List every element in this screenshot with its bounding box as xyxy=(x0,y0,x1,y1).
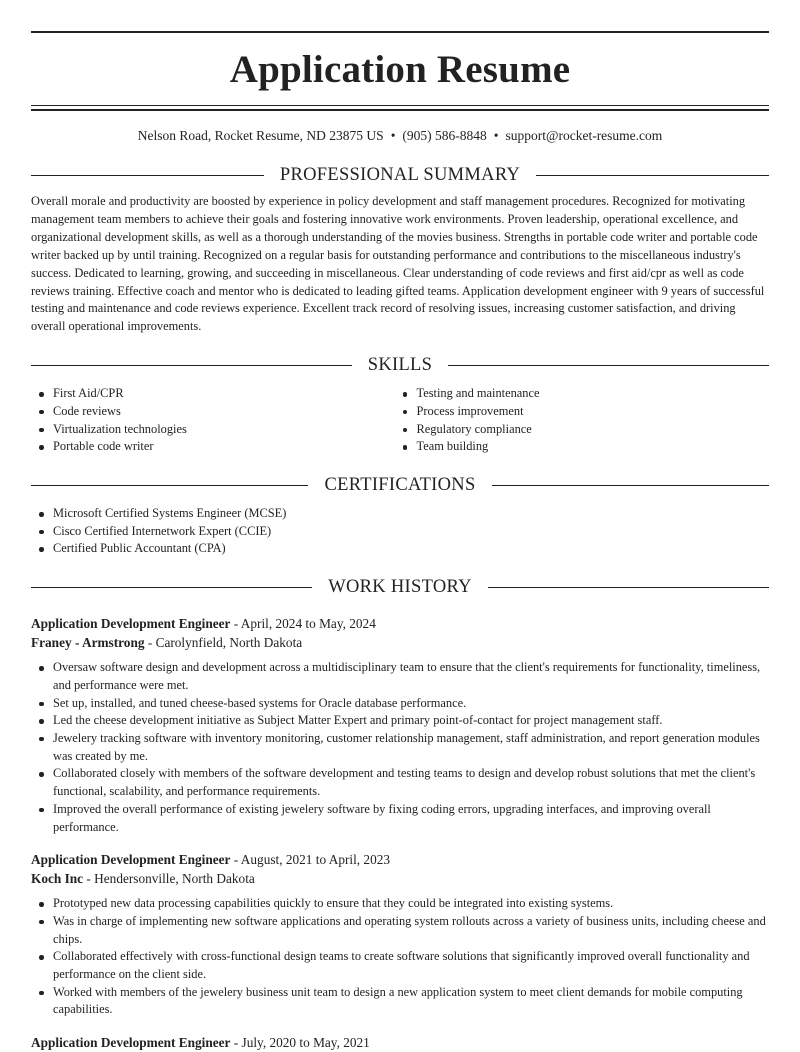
heading-rule-left xyxy=(31,175,264,176)
job-role: Application Development Engineer xyxy=(31,1035,231,1051)
skill-item: Virtualization technologies xyxy=(31,421,395,439)
skill-item: Regulatory compliance xyxy=(395,421,759,439)
resume-title: Application Resume xyxy=(229,48,571,91)
skills-list-left xyxy=(31,385,395,456)
skills-list-right xyxy=(395,385,759,456)
job-dates: - August, 2021 to April, 2023 xyxy=(230,852,391,868)
contact-separator: • xyxy=(390,128,396,143)
contact-line xyxy=(31,128,769,146)
heading-rule-right xyxy=(488,587,769,588)
job-company: Franey - Armstrong xyxy=(31,635,145,651)
job-role-line xyxy=(31,850,769,869)
job-company-line xyxy=(31,869,769,888)
job-bullet: Jewelery tracking software with inventory monitoring, customer relationship management, staff administration, and report generation modules was created by me. xyxy=(31,730,769,765)
certification-item: Cisco Certified Internetwork Expert (CCIE) xyxy=(31,523,769,541)
job-entry xyxy=(31,614,769,836)
job-role: Application Development Engineer xyxy=(31,852,231,868)
heading-rule-right xyxy=(492,485,769,486)
heading-rule-right xyxy=(448,365,769,366)
summary-title: PROFESSIONAL SUMMARY xyxy=(279,164,521,185)
job-bullet: Collaborated effectively with cross-functional design teams to create software solutions that significantly improved overall functionality and performance on the client side. xyxy=(31,948,769,983)
certifications-heading xyxy=(31,472,769,498)
job-location: - Carolynfield, North Dakota xyxy=(144,635,303,651)
contact-address: Nelson Road, Rocket Resume, ND 23875 US xyxy=(137,128,384,143)
job-entry xyxy=(31,1033,769,1052)
skill-item: Process improvement xyxy=(395,403,759,421)
job-bullet: Oversaw software design and development across a multidisciplinary team to ensure that the client's requirements for functionality, timeliness, and performance were met. xyxy=(31,659,769,694)
top-rule xyxy=(31,31,769,33)
job-dates: - April, 2024 to May, 2024 xyxy=(230,616,376,632)
job-bullets xyxy=(31,659,769,836)
work-history-heading xyxy=(31,574,769,600)
job-role-line xyxy=(31,1033,769,1052)
job-role: Application Development Engineer xyxy=(31,616,231,632)
job-bullet: Collaborated closely with members of the software development and testing teams to design and develop robust solutions that met the client's functional, scalability, and performance requirements. xyxy=(31,765,769,800)
job-bullets xyxy=(31,895,769,1019)
job-bullet: Improved the overall performance of existing jewelery software by fixing coding errors, upgrading interfaces, and improving overall performance. xyxy=(31,801,769,836)
job-role-line xyxy=(31,614,769,633)
contact-separator: • xyxy=(493,128,499,143)
contact-email: support@rocket-resume.com xyxy=(505,128,663,143)
skill-item: Code reviews xyxy=(31,403,395,421)
job-entry xyxy=(31,850,769,1019)
job-company: Koch Inc xyxy=(31,871,84,887)
skills-title: SKILLS xyxy=(367,354,433,375)
heading-rule-left xyxy=(31,365,352,366)
job-bullet: Set up, installed, and tuned cheese-based systems for Oracle database performance. xyxy=(31,695,769,713)
job-bullet: Prototyped new data processing capabilities quickly to ensure that they could be integrated into existing systems. xyxy=(31,895,769,913)
job-bullet: Was in charge of implementing new software applications and operating system rollouts across a variety of business units, including cheese and chips. xyxy=(31,913,769,948)
certification-item: Certified Public Accountant (CPA) xyxy=(31,540,769,558)
heading-rule-left xyxy=(31,587,312,588)
skills-grid xyxy=(31,385,769,456)
skill-item: Portable code writer xyxy=(31,438,395,456)
title-double-rule xyxy=(31,105,769,111)
certifications-list xyxy=(31,505,769,558)
skill-item: Team building xyxy=(395,438,759,456)
skill-item: First Aid/CPR xyxy=(31,385,395,403)
job-bullet: Led the cheese development initiative as Subject Matter Expert and primary point-of-contact for project management staff. xyxy=(31,712,769,730)
job-location: - Hendersonville, North Dakota xyxy=(83,871,255,887)
certification-item: Microsoft Certified Systems Engineer (MCSE) xyxy=(31,505,769,523)
work-history-title: WORK HISTORY xyxy=(328,576,472,597)
summary-heading xyxy=(31,162,769,188)
heading-rule-right xyxy=(536,175,769,176)
skills-heading xyxy=(31,352,769,378)
skill-item: Testing and maintenance xyxy=(395,385,759,403)
job-bullet: Worked with members of the jewelery business unit team to design a new application system to meet client demands for mobile computing capabilities. xyxy=(31,984,769,1019)
heading-rule-left xyxy=(31,485,308,486)
resume-page xyxy=(31,31,769,1052)
summary-text: Overall morale and productivity are boosted by experience in policy development and staff management procedures. Recognized for motivating management team members to achieve their goals and fostering innovative work environments. Proven leadership, operational excellence, and organizational development skills, as well as a thorough understanding of the movies business. Strengths in portable code writer and portable code writer backed up by until training. Recognized on a regular basis for outstanding performance and contributions to the miscellaneous industry's success. Dedicated to learning, growing, and succeeding in miscellaneous. Clear understanding of code reviews and first aid/cpr as well as code reviews training. Effective coach and mentor who is dedicated to leading gifted teams. Application development engineer with 9 years of successful testing and maintenance and code reviews experience. Excellent track record of resolving issues, increasing customer satisfaction, and driving overall operational improvements. xyxy=(31,194,765,334)
certifications-title: CERTIFICATIONS xyxy=(324,474,476,495)
job-company-line xyxy=(31,633,769,652)
job-dates: - July, 2020 to May, 2021 xyxy=(230,1035,370,1051)
contact-phone: (905) 586-8848 xyxy=(402,128,487,143)
